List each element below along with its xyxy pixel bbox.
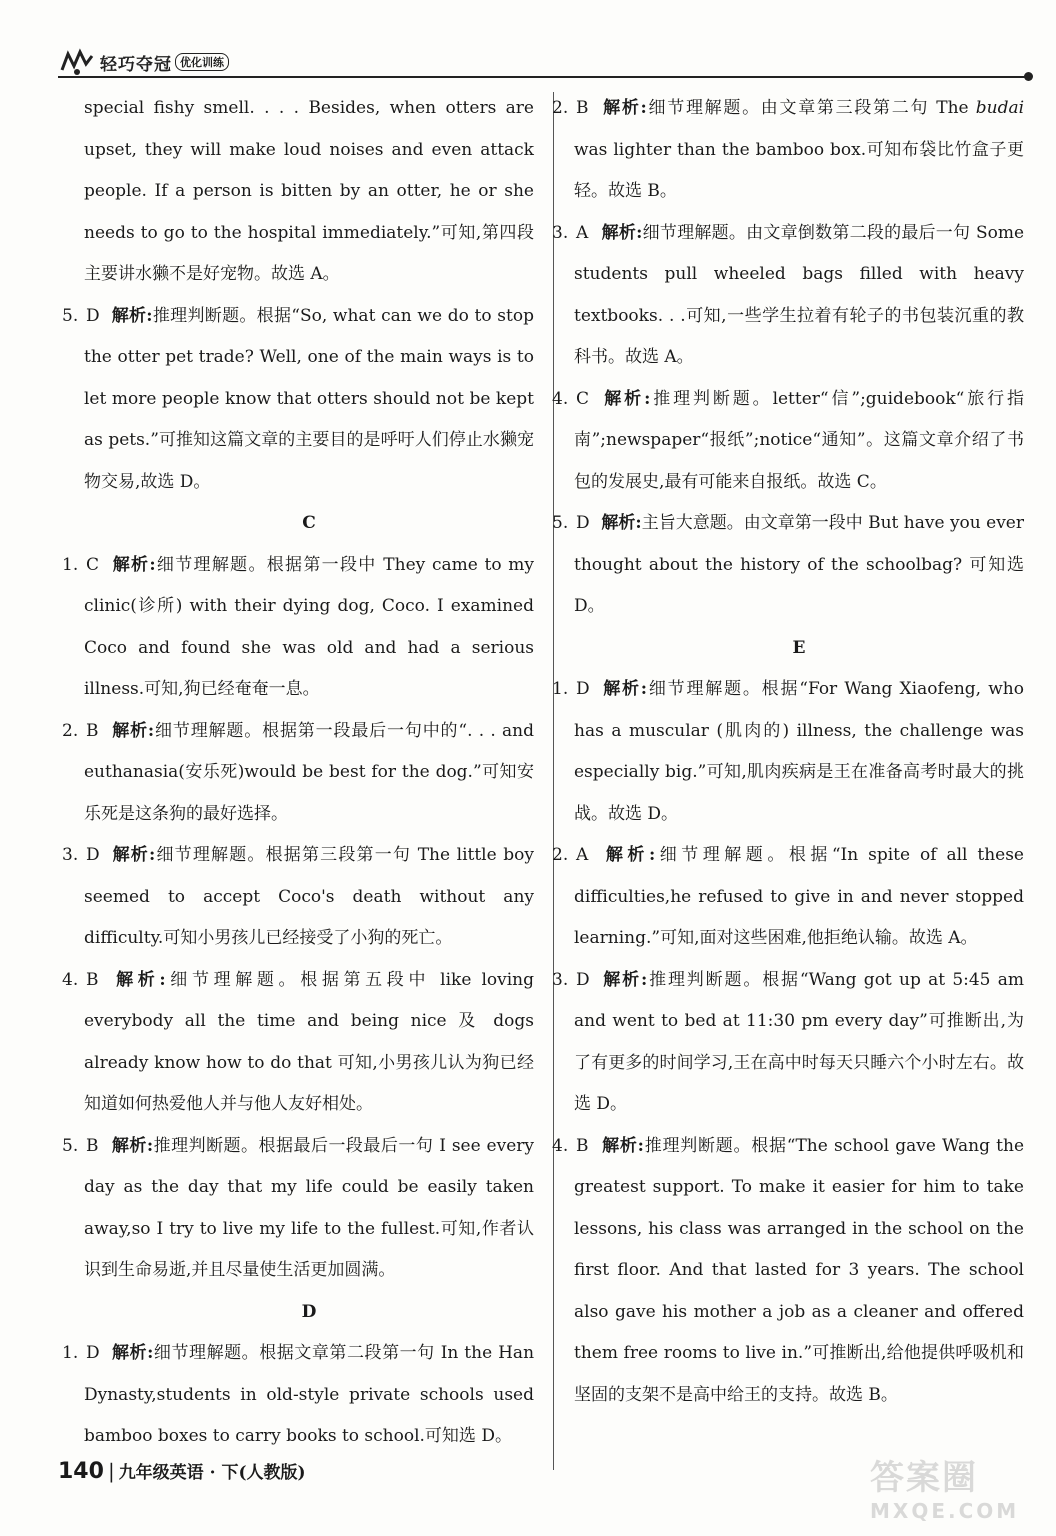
answer-item — [62, 960, 534, 1126]
analysis-label: 解析: — [112, 720, 155, 741]
answer-choice: B — [86, 969, 99, 990]
answer-item — [552, 669, 1024, 835]
answer-item — [552, 88, 1025, 213]
question-number: 1. — [62, 554, 79, 575]
question-number: 5. — [62, 1135, 79, 1156]
analysis-label: 解析: — [602, 1135, 644, 1156]
question-number: 5. — [552, 513, 569, 533]
question-number: 1. — [62, 1343, 79, 1363]
answer-choice: D — [86, 1343, 100, 1363]
answer-choice: D — [576, 679, 590, 699]
section-heading: D — [301, 1301, 317, 1322]
answer-explanation: 细节理解题。由文章第三段第二句 The — [646, 98, 976, 118]
analysis-label: 解析: — [111, 1343, 154, 1363]
answer-choice: C — [576, 388, 590, 409]
answer-text: special fishy smell. . . . Besides, when otters are upset, they will make loud noises and even attack people. If a person is bitten by an otter, he or she needs to go to the hospital immediately.”可知,第四段主要讲水獭不是好宠物。故选 A。 — [84, 98, 534, 284]
question-number: 1. — [552, 679, 569, 699]
analysis-label: 解析: — [112, 845, 156, 865]
answer-explanation: 推理判断题。根据“Wang got up at 5:45 am and went to bed at 11:30 pm every day”可推断出,为了有更多的时间学习,王在高中时每天只睡六个小时左右。故选 D。 — [574, 969, 1025, 1114]
question-number: 2. — [62, 720, 79, 741]
question-number: 4. — [552, 1135, 569, 1156]
brand-logo — [58, 48, 229, 76]
question-number: 3. — [62, 845, 79, 865]
question-number: 4. — [552, 388, 569, 409]
book-title: 九年级英语 · 下(人教版) — [118, 1463, 306, 1483]
question-number: 2. — [552, 98, 569, 118]
page-header — [58, 42, 1030, 86]
question-number: 5. — [62, 305, 79, 326]
watermark-bottom: MXQE.COM — [870, 1499, 1020, 1523]
brand-subtitle: 优化训练 — [175, 53, 229, 71]
column-divider — [553, 92, 554, 1470]
footer-separator: | — [107, 1459, 115, 1483]
analysis-label: 解析: — [111, 1135, 154, 1156]
analysis-label: 解析: — [601, 513, 642, 533]
answer-choice: B — [576, 1135, 589, 1156]
question-number: 3. — [552, 222, 569, 243]
right-column — [552, 88, 1025, 1416]
answer-choice: C — [86, 554, 100, 575]
answer-item — [552, 503, 1024, 628]
answer-explanation: 推理判断题。letter“信”;guidebook“旅行指南”;newspaper“报纸”;notice“通知”。这篇文章介绍了书包的发展史,最有可能来自报纸。故选 C。 — [574, 388, 1025, 492]
brand-name: 轻巧夺冠 — [100, 54, 172, 75]
answer-explanation: 细节理解题。根据“For Wang Xiaofeng, who has a muscular (肌肉的) illness, the challenge was especially big.”可知,肌肉疾病是王在准备高考时最大的挑战。故选 D。 — [574, 679, 1024, 824]
answer-explanation: 推理判断题。根据最后一段最后一句 I see every day as the day that my life could be easily taken away,so I try to live my life to the fullest.可知,作者认识到生命易逝,并且尽量使生活更加圆满。 — [84, 1135, 535, 1280]
question-number: 4. — [62, 969, 79, 990]
analysis-label: 解析: — [116, 969, 166, 990]
analysis-label: 解析: — [603, 98, 647, 118]
answer-choice: D — [576, 513, 590, 533]
answer-explanation: 细节理解题。根据第一段最后一句中的“. . . and euthanasia(安乐死)would be best for the dog.”可知安乐死是这条狗的最好选择。 — [84, 720, 534, 824]
answer-explanation: 细节理解题。根据“In spite of all these difficulties,he refused to give in and never stopped learning.”可知,面对这些困难,他拒绝认输。故选 A。 — [574, 845, 1024, 948]
answer-item — [62, 1333, 535, 1458]
answer-choice: B — [86, 1135, 99, 1156]
page-number: 140 — [58, 1459, 104, 1484]
watermark-top: 答案圈 — [870, 1458, 978, 1498]
answer-item — [62, 296, 534, 504]
answer-choice: D — [86, 305, 100, 326]
analysis-label: 解析: — [603, 679, 648, 699]
answer-choice: D — [86, 845, 100, 865]
answer-item — [552, 835, 1024, 960]
answer-choice: B — [86, 720, 99, 741]
italic-term: budai — [975, 98, 1025, 118]
header-rule-dot — [1024, 72, 1033, 81]
answer-item — [552, 960, 1025, 1126]
answer-choice: A — [576, 845, 589, 865]
section-heading: E — [792, 637, 806, 658]
analysis-label: 解析: — [601, 222, 643, 243]
analysis-label: 解析: — [111, 305, 153, 326]
analysis-label: 解析: — [605, 845, 656, 865]
page-footer — [58, 1458, 306, 1484]
answer-item — [62, 545, 534, 711]
answer-explanation: was lighter than the bamboo box.可知布袋比竹盒子更轻。故选 B。 — [574, 139, 1024, 201]
answer-explanation: 主旨大意题。由文章第一段中 But have you ever thought about the history of the schoolbag? 可知选 D。 — [574, 513, 1024, 616]
answer-choice: D — [576, 969, 590, 990]
answer-item — [62, 835, 534, 960]
answer-choice: A — [576, 222, 589, 243]
answer-item — [62, 1126, 535, 1292]
answer-explanation: 推理判断题。根据“The school gave Wang the greatest support. To make it easier for him to take lessons, his class was arranged in the school on the first floor. And that lasted for 3 years. The school also gave his mother a job as a cleaner and offered them free rooms to live in.”可推断出,给他提供呼吸机和坚固的支架不是高中给王的支持。故选 B。 — [574, 1135, 1025, 1405]
answer-choice: B — [576, 98, 589, 118]
answer-item — [552, 1126, 1025, 1417]
answer-item — [62, 711, 534, 836]
analysis-label: 解析: — [604, 388, 651, 409]
answer-explanation: 细节理解题。根据第三段第一句 The little boy seemed to accept Coco's death without any difficulty.可知小男孩儿已经接受了小狗的死亡。 — [84, 845, 534, 948]
question-number: 2. — [552, 845, 569, 865]
answer-explanation: 细节理解题。由文章倒数第二段的最后一句 Some students pull wheeled bags filled with heavy textbooks. . .可知,一些学生拉着有轮子的书包装沉重的教科书。故选 A。 — [574, 222, 1024, 367]
header-rule — [58, 76, 1030, 78]
answer-item — [552, 213, 1024, 379]
question-number: 3. — [552, 969, 569, 990]
answer-item — [552, 379, 1025, 504]
analysis-label: 解析: — [112, 554, 156, 575]
watermark-logo — [870, 1450, 1030, 1530]
left-column — [62, 88, 535, 1458]
answer-explanation: 细节理解题。根据第五段中 like loving everybody all the time and being nice 及 dogs already know how to do that 可知,小男孩儿认为狗已经知道如何热爱他人并与他人友好相处。 — [84, 969, 534, 1114]
answer-explanation: 推理判断题。根据“So, what can we do to stop the otter pet trade? Well, one of the main ways is to let more people know that otters should not be kept as pets.”可推知这篇文章的主要目的是呼吁人们停止水獭宠物交易,故选 D。 — [84, 305, 534, 492]
answer-explanation: 细节理解题。根据文章第二段第一句 In the Han Dynasty,students in old-style private schools used bamboo boxes to carry books to school.可知选 D。 — [84, 1343, 535, 1446]
analysis-label: 解析: — [603, 969, 648, 990]
section-heading: C — [302, 513, 316, 533]
brand-logo-icon — [58, 48, 96, 76]
answer-explanation: 细节理解题。根据第一段中 They came to my clinic(诊所) with their dying dog, Coco. I examined Coco and found she was old and had a serious illness.可知,狗已经奄奄一息。 — [84, 554, 534, 699]
